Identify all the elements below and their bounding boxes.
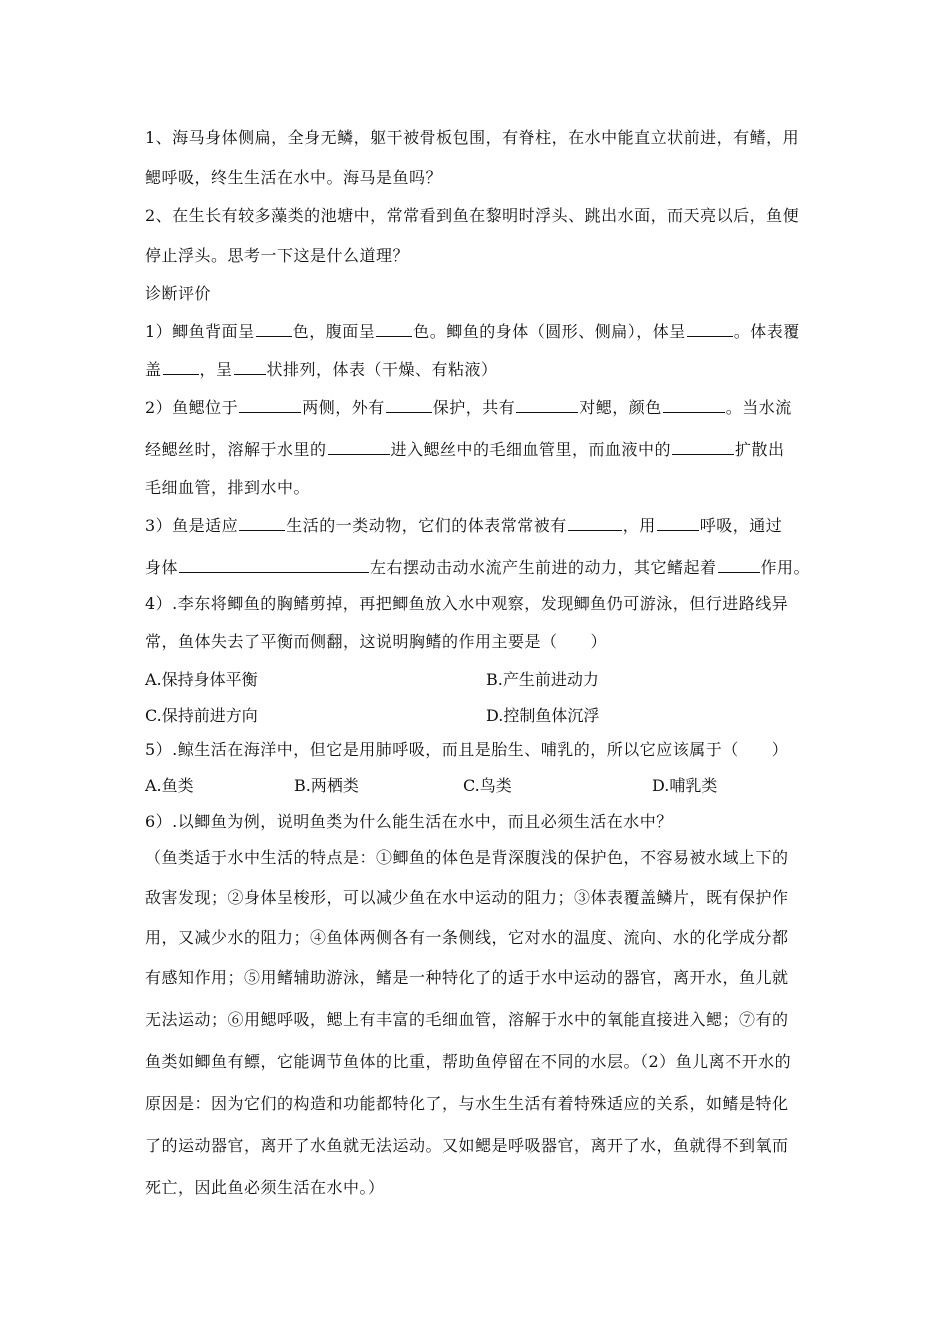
d6-answer-line: 无法运动；⑥用鳃呼吸，鳃上有丰富的毛细血管，溶解于水中的氧能直接进入鳃；⑦有的 — [145, 1010, 789, 1029]
fill-blank — [568, 514, 622, 531]
text: 经鳃丝时，溶解于水里的 — [145, 440, 327, 459]
d6-answer-line: 鱼类如鲫鱼有鳔，它能调节鱼体的比重，帮助鱼停留在不同的水层。（2）鱼儿离不开水的 — [145, 1052, 792, 1071]
d6-answer-line: 用，又减少水的阻力；④鱼体两侧各有一条侧线，它对水的温度、流向、水的化学成分都 — [145, 928, 789, 947]
text: 状排列，体表（干燥、有粘液） — [266, 360, 498, 379]
text: 进入鳃丝中的毛细血管里，而血液中的 — [390, 440, 672, 459]
fill-blank — [239, 396, 301, 413]
text: ，呈 — [199, 360, 233, 379]
d5-option-b: B.两栖类 — [294, 776, 359, 795]
text: 左右摆动击动水流产生前进的动力，其它鳍起着 — [370, 558, 717, 577]
d1-line-2 — [145, 358, 498, 380]
fill-blank — [386, 396, 432, 413]
d6-answer-line: 敌害发现；②身体呈梭形，可以减少鱼在水中运动的阻力；③体表覆盖鳞片，既有保护作 — [145, 888, 789, 907]
d6-answer-line: 了的运动器官，离开了水鱼就无法运动。又如鳃是呼吸器官，离开了水，鱼就得不到氧而 — [145, 1136, 789, 1155]
text: 色。鲫鱼的身体（圆形、侧扁），体呈 — [413, 322, 686, 341]
text: 1）鲫鱼背面呈 — [145, 322, 255, 341]
text: 生活的一类动物，它们的体表常常被有 — [286, 516, 567, 535]
d6-answer-line: 死亡，因此鱼必须生活在水中。） — [145, 1178, 385, 1197]
q2-line-2: 停止浮头。思考一下这是什么道理？ — [145, 246, 410, 265]
text: 作用。 — [760, 558, 811, 577]
d6-answer-line: 原因是：因为它们的构造和功能都特化了，与水生生活有着特殊适应的关系，如鳍是特化 — [145, 1094, 789, 1113]
text: 色，腹面呈 — [292, 322, 376, 341]
fill-blank — [718, 556, 760, 573]
fill-blank — [234, 358, 266, 375]
d5-option-c: C.鸟类 — [463, 776, 512, 795]
text: ，用 — [622, 516, 656, 535]
text: 2）鱼鳃位于 — [145, 398, 239, 417]
d4-line-1: 4）.李东将鲫鱼的胸鳍剪掉，再把鲫鱼放入水中观察，发现鲫鱼仍可游泳，但行进路线异 — [145, 594, 789, 613]
d6-answer-line: 有感知作用；⑤用鳍辅助游泳，鳍是一种特化了的适于水中运动的器官，离开水，鱼儿就 — [145, 968, 789, 987]
d6-answer-line: （鱼类适于水中生活的特点是：①鲫鱼的体色是背深腹浅的保护色，不容易被水域上下的 — [145, 848, 789, 867]
text: 。当水流 — [725, 398, 792, 417]
text: 对鳃，颜色 — [579, 398, 662, 417]
text: 两侧，外有 — [302, 398, 385, 417]
d5-option-a: A.鱼类 — [145, 776, 194, 795]
fill-blank — [687, 320, 733, 337]
text: 呼吸，通过 — [699, 516, 783, 535]
d6-question: 6）.以鲫鱼为例，说明鱼类为什么能生活在水中，而且必须生活在水中？ — [145, 812, 673, 831]
fill-blank — [256, 320, 292, 337]
text: 身体 — [145, 558, 179, 577]
text: 。体表覆 — [733, 322, 800, 341]
d2-line-1 — [145, 396, 792, 418]
fill-blank — [163, 358, 199, 375]
text: 3）鱼是适应 — [145, 516, 239, 535]
q1-line-2: 鳃呼吸，终生生活在水中。海马是鱼吗？ — [145, 168, 443, 187]
text: 扩散出 — [735, 440, 785, 459]
fill-blank — [179, 556, 369, 573]
d1-line-1 — [145, 320, 800, 342]
d5-option-d: D.哺乳类 — [652, 776, 718, 795]
d4-option-a: A.保持身体平衡 — [145, 670, 258, 689]
d4-option-d: D.控制鱼体沉浮 — [486, 706, 600, 725]
fill-blank — [328, 438, 390, 455]
text: 盖 — [145, 360, 162, 379]
fill-blank — [516, 396, 578, 413]
d4-option-c: C.保持前进方向 — [145, 706, 258, 725]
fill-blank — [663, 396, 725, 413]
section-title: 诊断评价 — [145, 284, 212, 303]
q2-line-1: 2、在生长有较多藻类的池塘中，常常看到鱼在黎明时浮头、跳出水面，而天亮以后，鱼便 — [145, 206, 800, 225]
d2-line-2 — [145, 438, 785, 460]
text: 保护，共有 — [432, 398, 516, 417]
fill-blank — [239, 514, 285, 531]
d4-option-b: B.产生前进动力 — [486, 670, 599, 689]
fill-blank — [376, 320, 412, 337]
d3-line-2 — [145, 556, 810, 578]
d5-line-1: 5）.鲸生活在海洋中，但它是用肺呼吸，而且是胎生、哺乳的，所以它应该属于（ ） — [145, 740, 789, 759]
q1-line-1: 1、海马身体侧扁，全身无鳞，躯干被骨板包围，有脊柱，在水中能直立状前进，有鳍，用 — [145, 128, 800, 147]
fill-blank — [657, 514, 699, 531]
d3-line-1 — [145, 514, 782, 536]
d4-line-2: 常，鱼体失去了平衡而侧翻，这说明胸鳍的作用主要是（ ） — [145, 632, 608, 651]
d2-line-3: 毛细血管，排到水中。 — [145, 478, 311, 497]
fill-blank — [672, 438, 734, 455]
